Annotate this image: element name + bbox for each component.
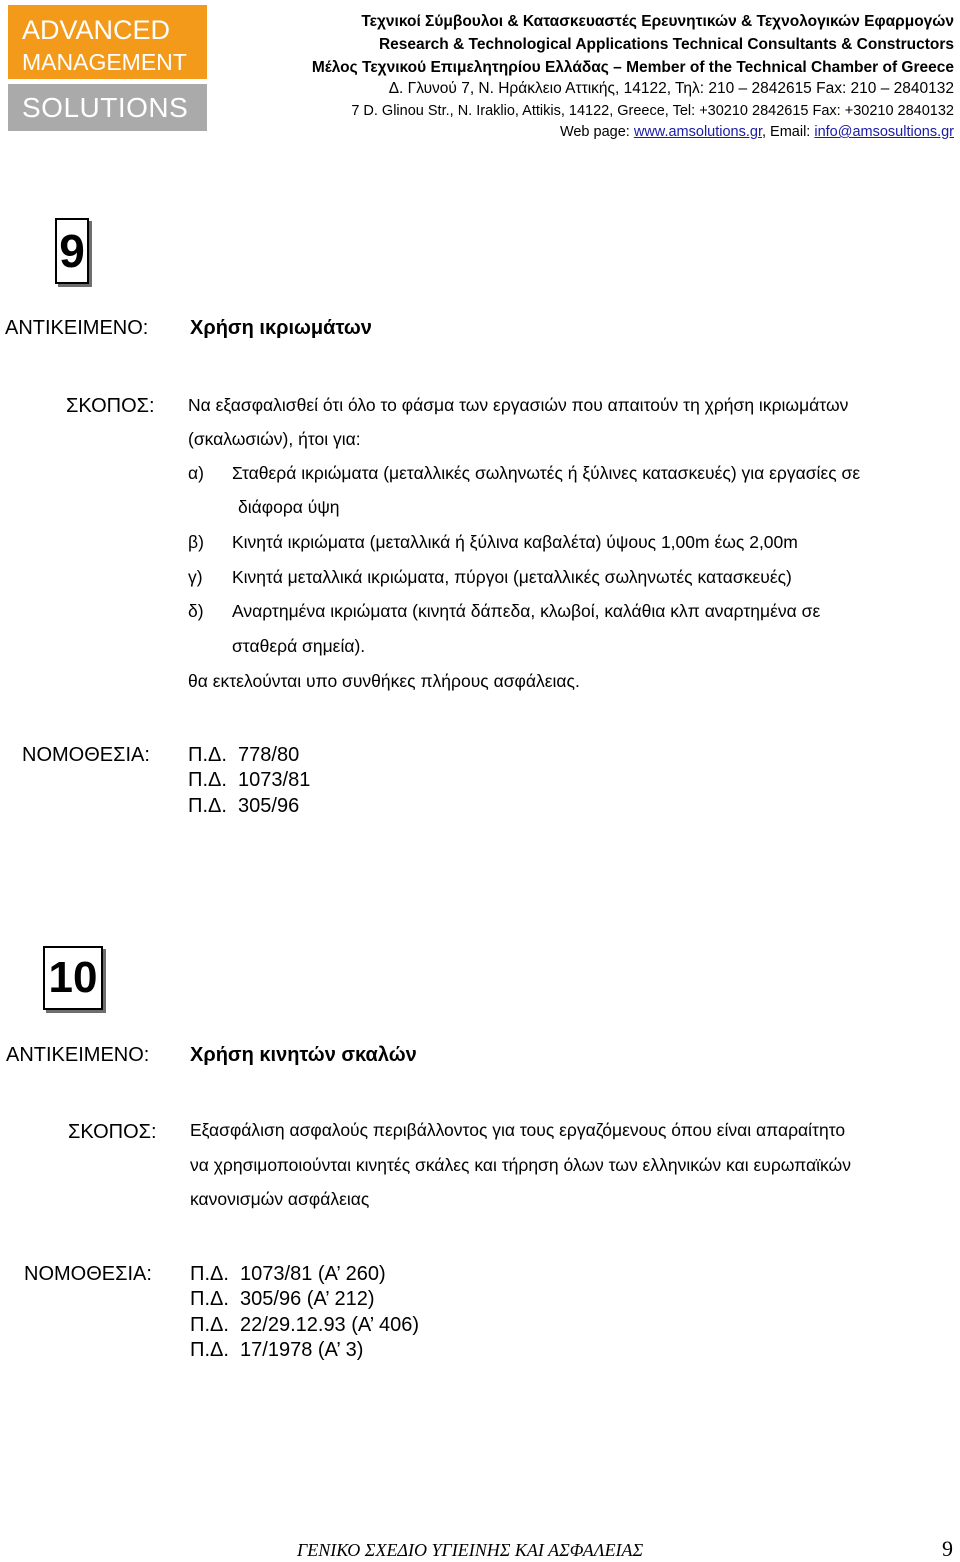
list-item-marker: α) [188,463,204,483]
web-label: Web page: [559,124,634,140]
list-item-marker: δ) [188,601,204,621]
list-item-text: Σταθερά ικριώματα (μεταλλικές σωληνωτές ή ξύλινες κατασκευές) για εργασίες σε [232,463,861,483]
section-9-purpose-line: (σκαλωσιών), ήτοι για: [188,429,361,449]
section-9-object-label: ΑΝΤΙΚΕΙΜΕΝΟ: [5,317,149,339]
section-9-legislation-label: ΝΟΜΟΘΕΣΙΑ: [22,744,150,766]
list-item-text: Αναρτημένα ικριώματα (κινητά δάπεδα, κλωβοί, καλάθια κλπ αναρτημένα σε [232,601,821,621]
header-line-greek-title: Τεχνικοί Σύμβουλοι & Κατασκευαστές Ερευνητικών & Τεχνολογικών Εφαρμογών [361,13,954,30]
logo-bottom-block [8,84,207,131]
section-10-purpose-line: Εξασφάλιση ασφαλούς περιβάλλοντος για τους εργαζόμενους όπου είναι απαραίτητο [190,1120,846,1140]
section-10-number-box [43,946,103,1010]
law-reference: Π.Δ. 305/96 [188,795,300,817]
header-line-address-english: 7 D. Glinou Str., N. Iraklio, Attikis, 14122, Greece, Tel: +30210 2842615 Fax: +30210 2840132 [351,103,954,119]
list-item-text: σταθερά σημεία). [232,636,366,656]
footer-page-number: 9 [942,1536,953,1561]
section-9-number-box [55,218,89,284]
law-reference: Π.Δ. 1073/81 (Α’ 260) [190,1263,386,1285]
header-line-address-greek: Δ. Γλυνού 7, Ν. Ηράκλειο Αττικής, 14122, Τηλ: 210 – 2842615 Fax: 210 – 2840132 [388,80,954,97]
law-reference: Π.Δ. 305/96 (Α’ 212) [190,1288,375,1310]
section-9-purpose-label: ΣΚΟΠΟΣ: [66,395,155,417]
header-line-contact [560,123,954,141]
list-item-marker: γ) [188,567,203,587]
logo-text-solutions: SOLUTIONS [22,92,189,123]
list-item-marker: β) [188,532,204,552]
law-reference: Π.Δ. 17/1978 (Α’ 3) [190,1339,364,1361]
logo-top-block [8,5,207,79]
section-10-number: 10 [48,953,98,1002]
section-10-object-title: Χρήση κινητών σκαλών [190,1044,417,1066]
logo-text-management: MANAGEMENT [22,49,187,75]
list-item-text: Κινητά μεταλλικά ικριώματα, πύργοι (μεταλλικές σωληνωτές κατασκευές) [232,567,792,587]
website-link[interactable]: www.amsolutions.gr [633,124,762,140]
section-10-purpose-label: ΣΚΟΠΟΣ: [68,1121,157,1143]
law-reference: Π.Δ. 1073/81 [188,769,311,791]
list-item-text: Κινητά ικριώματα (μεταλλικά ή ξύλινα καβαλέτα) ύψους 1,00m έως 2,00m [232,532,798,552]
header-line-membership: Μέλος Τεχνικού Επιμελητηρίου Ελλάδας – Member of the Technical Chamber of Greece [311,59,954,76]
law-reference: Π.Δ. 22/29.12.93 (Α’ 406) [190,1314,420,1336]
section-9-closing: θα εκτελούνται υπο συνθήκες πλήρους ασφάλειας. [188,671,580,691]
section-10-object-label: ΑΝΤΙΚΕΙΜΕΝΟ: [6,1044,150,1066]
list-item-text: διάφορα ύψη [238,497,340,517]
section-10-purpose-line: κανονισμών ασφάλειας [190,1189,370,1209]
section-9-purpose-line: Να εξασφαλισθεί ότι όλο το φάσμα των εργασιών που απαιτούν τη χρήση ικριωμάτων [188,395,849,415]
email-link[interactable]: info@amsosultions.gr [814,124,954,140]
footer-document-title: ΓΕΝΙΚΟ ΣΧΕΔΙΟ ΥΓΙΕΙΝΗΣ ΚΑΙ ΑΣΦΑΛΕΙΑΣ [297,1540,644,1560]
section-9-object-title: Χρήση ικριωμάτων [190,317,372,339]
section-10-purpose-line: να χρησιμοποιούνται κινητές σκάλες και τήρηση όλων των ελληνικών και ευρωπαϊκών [190,1155,851,1175]
header-line-english-title: Research & Technological Applications Technical Consultants & Constructors [378,36,954,53]
section-10-legislation-label: ΝΟΜΟΘΕΣΙΑ: [24,1263,152,1285]
logo-text-advanced: ADVANCED [22,15,171,45]
section-9-number: 9 [59,225,85,277]
law-reference: Π.Δ. 778/80 [188,744,300,766]
email-label: , Email: [761,124,815,140]
